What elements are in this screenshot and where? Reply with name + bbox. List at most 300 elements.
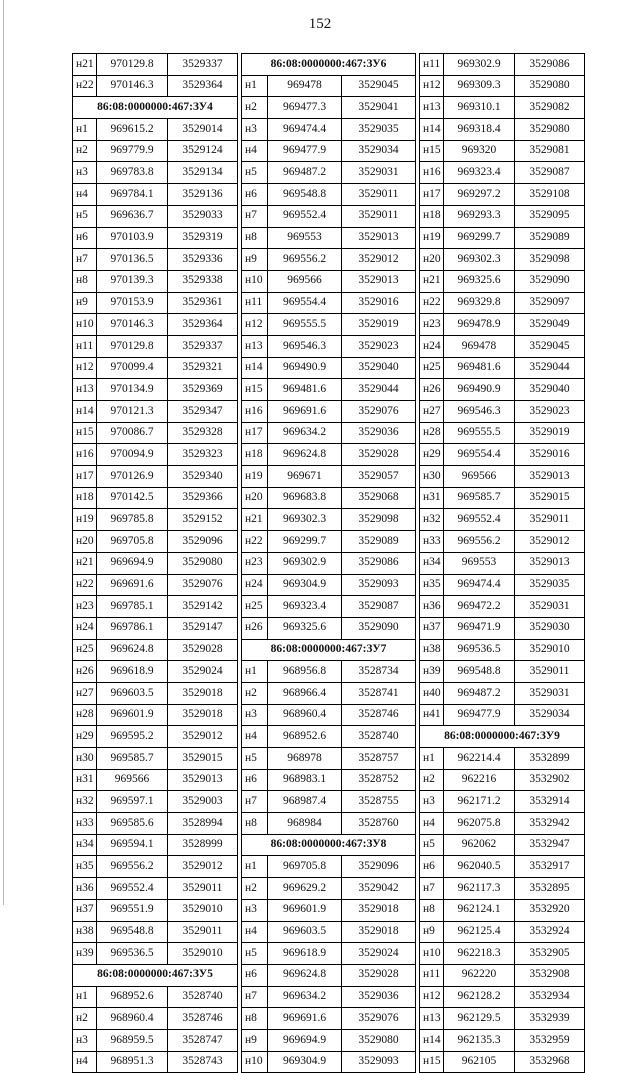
y-coordinate: 3529045 (342, 75, 416, 97)
point-id: н18 (420, 205, 444, 227)
table-row (242, 813, 416, 835)
table-row (242, 205, 416, 227)
x-coordinate: 969490.9 (268, 357, 342, 379)
x-coordinate: 969779.9 (97, 140, 168, 162)
point-id: н11 (242, 292, 268, 314)
x-coordinate: 969554.4 (268, 292, 342, 314)
table-row (420, 899, 585, 921)
cadastral-number: 86:08:0000000:467:ЗУ8 (242, 834, 416, 856)
point-id: н9 (242, 249, 268, 271)
x-coordinate: 970136.5 (97, 249, 168, 271)
table-row (242, 379, 416, 401)
section-header-row (242, 639, 416, 661)
y-coordinate: 3528752 (342, 769, 416, 791)
table-row (420, 878, 585, 900)
y-coordinate: 3529013 (342, 270, 416, 292)
x-coordinate: 969618.9 (97, 661, 168, 683)
point-id: н5 (242, 943, 268, 965)
x-coordinate: 969552.4 (268, 205, 342, 227)
table-row (73, 661, 238, 683)
coordinates-column-3 (419, 53, 585, 1073)
point-id: н2 (73, 1008, 97, 1030)
y-coordinate: 3528746 (342, 704, 416, 726)
point-id: н21 (73, 54, 97, 76)
table-row (73, 878, 238, 900)
x-coordinate: 969325.6 (268, 617, 342, 639)
section-header-row (73, 964, 238, 986)
table-row (420, 834, 585, 856)
point-id: н13 (420, 97, 444, 119)
point-id: н2 (242, 878, 268, 900)
table-row (242, 769, 416, 791)
point-id: н4 (73, 1051, 97, 1073)
y-coordinate: 3529041 (342, 97, 416, 119)
table-row (420, 162, 585, 184)
y-coordinate: 3532908 (515, 964, 585, 986)
table-row (420, 748, 585, 770)
x-coordinate: 970086.7 (97, 422, 168, 444)
table-row (420, 97, 585, 119)
x-coordinate: 970129.8 (97, 54, 168, 76)
point-id: н34 (420, 552, 444, 574)
table-row (73, 487, 238, 509)
x-coordinate: 969624.8 (268, 444, 342, 466)
table-row (73, 184, 238, 206)
point-id: н9 (420, 921, 444, 943)
y-coordinate: 3529024 (342, 943, 416, 965)
table-row (242, 726, 416, 748)
y-coordinate: 3529340 (168, 466, 238, 488)
table-row (73, 639, 238, 661)
x-coordinate: 970099.4 (97, 357, 168, 379)
y-coordinate: 3529040 (342, 357, 416, 379)
point-id: н12 (73, 357, 97, 379)
table-row (420, 184, 585, 206)
table-row (420, 921, 585, 943)
y-coordinate: 3529337 (168, 335, 238, 357)
point-id: н27 (420, 401, 444, 423)
y-coordinate: 3532920 (515, 899, 585, 921)
x-coordinate: 969553 (444, 552, 515, 574)
point-id: н10 (242, 270, 268, 292)
table-row (420, 769, 585, 791)
x-coordinate: 969478 (444, 335, 515, 357)
point-id: н5 (73, 205, 97, 227)
x-coordinate: 970153.9 (97, 292, 168, 314)
x-coordinate: 969310.1 (444, 97, 515, 119)
x-coordinate: 969477.9 (444, 704, 515, 726)
x-coordinate: 969536.5 (97, 943, 168, 965)
y-coordinate: 3529016 (515, 444, 585, 466)
y-coordinate: 3529019 (515, 422, 585, 444)
table-row (73, 617, 238, 639)
x-coordinate: 970146.3 (97, 75, 168, 97)
table-row (420, 856, 585, 878)
table-row (242, 249, 416, 271)
cadastral-number: 86:08:0000000:467:ЗУ7 (242, 639, 416, 661)
y-coordinate: 3532959 (515, 1029, 585, 1051)
y-coordinate: 3529014 (168, 119, 238, 141)
point-id: н3 (420, 791, 444, 813)
x-coordinate: 969555.5 (444, 422, 515, 444)
table-row (420, 704, 585, 726)
point-id: н30 (420, 466, 444, 488)
x-coordinate: 969705.8 (97, 531, 168, 553)
table-row (242, 791, 416, 813)
point-id: н15 (420, 140, 444, 162)
x-coordinate: 969320 (444, 140, 515, 162)
x-coordinate: 970129.8 (97, 335, 168, 357)
table-row (420, 292, 585, 314)
point-id: н5 (242, 748, 268, 770)
table-row (73, 986, 238, 1008)
y-coordinate: 3529013 (342, 227, 416, 249)
table-row (420, 639, 585, 661)
y-coordinate: 3529090 (515, 270, 585, 292)
x-coordinate: 969785.1 (97, 596, 168, 618)
y-coordinate: 3529016 (342, 292, 416, 314)
y-coordinate: 3529089 (515, 227, 585, 249)
point-id: н35 (420, 574, 444, 596)
point-id: н5 (420, 834, 444, 856)
x-coordinate: 969477.3 (268, 97, 342, 119)
x-coordinate: 969551.9 (97, 899, 168, 921)
point-id: н9 (73, 292, 97, 314)
x-coordinate: 969705.8 (268, 856, 342, 878)
point-id: н6 (242, 964, 268, 986)
table-row (242, 140, 416, 162)
table-row (73, 205, 238, 227)
point-id: н10 (242, 1051, 268, 1073)
y-coordinate: 3529034 (515, 704, 585, 726)
table-row (73, 769, 238, 791)
point-id: н36 (420, 596, 444, 618)
point-id: н15 (73, 422, 97, 444)
table-row (73, 574, 238, 596)
y-coordinate: 3529010 (515, 639, 585, 661)
y-coordinate: 3529035 (342, 119, 416, 141)
x-coordinate: 962125.4 (444, 921, 515, 943)
y-coordinate: 3529336 (168, 249, 238, 271)
y-coordinate: 3529013 (168, 769, 238, 791)
point-id: н17 (420, 184, 444, 206)
point-id: н17 (73, 466, 97, 488)
table-row (73, 552, 238, 574)
y-coordinate: 3529011 (515, 661, 585, 683)
table-row (73, 509, 238, 531)
point-id: н20 (420, 249, 444, 271)
y-coordinate: 3528741 (342, 682, 416, 704)
x-coordinate: 969691.6 (97, 574, 168, 596)
x-coordinate: 969548.8 (444, 661, 515, 683)
y-coordinate: 3532947 (515, 834, 585, 856)
point-id: н14 (73, 401, 97, 423)
point-id: н16 (242, 401, 268, 423)
table-row (420, 813, 585, 835)
table-row (242, 1008, 416, 1030)
coordinates-column-1 (72, 53, 238, 1073)
table-row (242, 661, 416, 683)
x-coordinate: 969474.4 (268, 119, 342, 141)
table-row (420, 444, 585, 466)
y-coordinate: 3528755 (342, 791, 416, 813)
x-coordinate: 969329.8 (444, 292, 515, 314)
table-row (242, 682, 416, 704)
x-coordinate: 969490.9 (444, 379, 515, 401)
point-id: н24 (420, 335, 444, 357)
table-row (73, 748, 238, 770)
y-coordinate: 3529023 (342, 335, 416, 357)
table-row (420, 682, 585, 704)
y-coordinate: 3529018 (168, 704, 238, 726)
y-coordinate: 3529057 (342, 466, 416, 488)
table-row (420, 466, 585, 488)
x-coordinate: 969536.5 (444, 639, 515, 661)
y-coordinate: 3528734 (342, 661, 416, 683)
y-coordinate: 3529136 (168, 184, 238, 206)
point-id: н19 (420, 227, 444, 249)
table-row (420, 661, 585, 683)
x-coordinate: 969585.7 (97, 748, 168, 770)
y-coordinate: 3529028 (168, 639, 238, 661)
x-coordinate: 962040.5 (444, 856, 515, 878)
x-coordinate: 968960.4 (268, 704, 342, 726)
y-coordinate: 3529018 (342, 921, 416, 943)
y-coordinate: 3529142 (168, 596, 238, 618)
x-coordinate: 969325.6 (444, 270, 515, 292)
y-coordinate: 3532914 (515, 791, 585, 813)
y-coordinate: 3532939 (515, 1008, 585, 1030)
y-coordinate: 3528743 (168, 1051, 238, 1073)
point-id: н1 (242, 856, 268, 878)
y-coordinate: 3529076 (342, 1008, 416, 1030)
y-coordinate: 3529034 (342, 140, 416, 162)
table-row (242, 899, 416, 921)
point-id: н37 (420, 617, 444, 639)
table-row (420, 964, 585, 986)
table-row (73, 726, 238, 748)
point-id: н24 (73, 617, 97, 639)
table-row (242, 119, 416, 141)
y-coordinate: 3529080 (342, 1029, 416, 1051)
x-coordinate: 962129.5 (444, 1008, 515, 1030)
x-coordinate: 962216 (444, 769, 515, 791)
table-row (73, 140, 238, 162)
y-coordinate: 3529338 (168, 270, 238, 292)
point-id: н27 (73, 682, 97, 704)
table-row (73, 422, 238, 444)
x-coordinate: 962124.1 (444, 899, 515, 921)
point-id: н8 (73, 270, 97, 292)
y-coordinate: 3529030 (515, 617, 585, 639)
table-row (73, 704, 238, 726)
x-coordinate: 969636.7 (97, 205, 168, 227)
point-id: н1 (242, 661, 268, 683)
y-coordinate: 3529347 (168, 401, 238, 423)
y-coordinate: 3529033 (168, 205, 238, 227)
y-coordinate: 3529080 (515, 75, 585, 97)
x-coordinate: 970126.9 (97, 466, 168, 488)
table-row (420, 75, 585, 97)
x-coordinate: 969546.3 (444, 401, 515, 423)
table-row (242, 878, 416, 900)
point-id: н26 (420, 379, 444, 401)
y-coordinate: 3529023 (515, 401, 585, 423)
cadastral-number: 86:08:0000000:467:ЗУ9 (420, 726, 585, 748)
x-coordinate: 969556.2 (268, 249, 342, 271)
point-id: н28 (73, 704, 97, 726)
point-id: н30 (73, 748, 97, 770)
x-coordinate: 969304.9 (268, 574, 342, 596)
x-coordinate: 970146.3 (97, 314, 168, 336)
point-id: н13 (73, 379, 97, 401)
point-id: н26 (242, 617, 268, 639)
point-id: н39 (420, 661, 444, 683)
point-id: н14 (242, 357, 268, 379)
x-coordinate: 969302.9 (268, 552, 342, 574)
point-id: н3 (242, 704, 268, 726)
table-row (420, 422, 585, 444)
x-coordinate: 969297.2 (444, 184, 515, 206)
y-coordinate: 3529012 (342, 249, 416, 271)
x-coordinate: 969474.4 (444, 574, 515, 596)
point-id: н4 (420, 813, 444, 835)
y-coordinate: 3529011 (515, 509, 585, 531)
x-coordinate: 962220 (444, 964, 515, 986)
x-coordinate: 968983.1 (268, 769, 342, 791)
y-coordinate: 3528740 (342, 726, 416, 748)
point-id: н6 (242, 184, 268, 206)
point-id: н40 (420, 682, 444, 704)
y-coordinate: 3529086 (342, 552, 416, 574)
table-row (73, 834, 238, 856)
x-coordinate: 968952.6 (97, 986, 168, 1008)
point-id: н13 (420, 1008, 444, 1030)
y-coordinate: 3529049 (515, 314, 585, 336)
x-coordinate: 962135.3 (444, 1029, 515, 1051)
section-header-row (73, 97, 238, 119)
point-id: н10 (73, 314, 97, 336)
x-coordinate: 969785.8 (97, 509, 168, 531)
point-id: н21 (242, 509, 268, 531)
table-row (73, 292, 238, 314)
x-coordinate: 969309.3 (444, 75, 515, 97)
y-coordinate: 3529031 (515, 596, 585, 618)
x-coordinate: 969585.7 (444, 487, 515, 509)
x-coordinate: 969481.6 (444, 357, 515, 379)
table-row (420, 249, 585, 271)
x-coordinate: 969487.2 (444, 682, 515, 704)
table-row (420, 986, 585, 1008)
table-row (73, 1008, 238, 1030)
point-id: н19 (73, 509, 97, 531)
y-coordinate: 3528760 (342, 813, 416, 835)
y-coordinate: 3529080 (515, 119, 585, 141)
table-row (420, 617, 585, 639)
x-coordinate: 969323.4 (268, 596, 342, 618)
x-coordinate: 970121.3 (97, 401, 168, 423)
point-id: н6 (420, 856, 444, 878)
x-coordinate: 969694.9 (268, 1029, 342, 1051)
point-id: н2 (73, 140, 97, 162)
y-coordinate: 3529012 (515, 531, 585, 553)
x-coordinate: 969323.4 (444, 162, 515, 184)
table-row (73, 75, 238, 97)
x-coordinate: 969683.8 (268, 487, 342, 509)
x-coordinate: 962075.8 (444, 813, 515, 835)
x-coordinate: 969554.4 (444, 444, 515, 466)
table-row (73, 466, 238, 488)
x-coordinate: 969601.9 (268, 899, 342, 921)
table-row (242, 444, 416, 466)
y-coordinate: 3529080 (168, 552, 238, 574)
x-coordinate: 969691.6 (268, 1008, 342, 1030)
cadastral-number: 86:08:0000000:467:ЗУ6 (242, 54, 416, 76)
x-coordinate: 962128.2 (444, 986, 515, 1008)
x-coordinate: 970103.9 (97, 227, 168, 249)
point-id: н7 (242, 205, 268, 227)
y-coordinate: 3529035 (515, 574, 585, 596)
point-id: н11 (420, 964, 444, 986)
point-id: н34 (73, 834, 97, 856)
point-id: н3 (73, 162, 97, 184)
table-row (420, 1008, 585, 1030)
point-id: н22 (420, 292, 444, 314)
y-coordinate: 3529018 (168, 682, 238, 704)
y-coordinate: 3529012 (168, 856, 238, 878)
table-row (420, 119, 585, 141)
point-id: н2 (242, 97, 268, 119)
y-coordinate: 3532934 (515, 986, 585, 1008)
y-coordinate: 3532942 (515, 813, 585, 835)
y-coordinate: 3528747 (168, 1029, 238, 1051)
point-id: н31 (73, 769, 97, 791)
point-id: н14 (420, 119, 444, 141)
y-coordinate: 3528746 (168, 1008, 238, 1030)
x-coordinate: 962171.2 (444, 791, 515, 813)
table-row (73, 1029, 238, 1051)
x-coordinate: 969634.2 (268, 986, 342, 1008)
x-coordinate: 969603.5 (268, 921, 342, 943)
y-coordinate: 3528999 (168, 834, 238, 856)
y-coordinate: 3529028 (342, 964, 416, 986)
y-coordinate: 3529093 (342, 1051, 416, 1073)
table-row (420, 227, 585, 249)
x-coordinate: 969566 (268, 270, 342, 292)
table-row (242, 314, 416, 336)
x-coordinate: 969478 (268, 75, 342, 97)
point-id: н6 (73, 227, 97, 249)
table-row (242, 357, 416, 379)
y-coordinate: 3529093 (342, 574, 416, 596)
table-row (242, 574, 416, 596)
x-coordinate: 968978 (268, 748, 342, 770)
point-id: н29 (73, 726, 97, 748)
y-coordinate: 3532968 (515, 1051, 585, 1073)
point-id: н16 (73, 444, 97, 466)
x-coordinate: 970094.9 (97, 444, 168, 466)
y-coordinate: 3529134 (168, 162, 238, 184)
table-row (420, 314, 585, 336)
table-row (420, 379, 585, 401)
point-id: н4 (242, 726, 268, 748)
x-coordinate: 969597.1 (97, 791, 168, 813)
point-id: н8 (242, 227, 268, 249)
y-coordinate: 3529364 (168, 314, 238, 336)
point-id: н2 (420, 769, 444, 791)
table-row (242, 466, 416, 488)
coordinates-table (72, 53, 238, 1073)
